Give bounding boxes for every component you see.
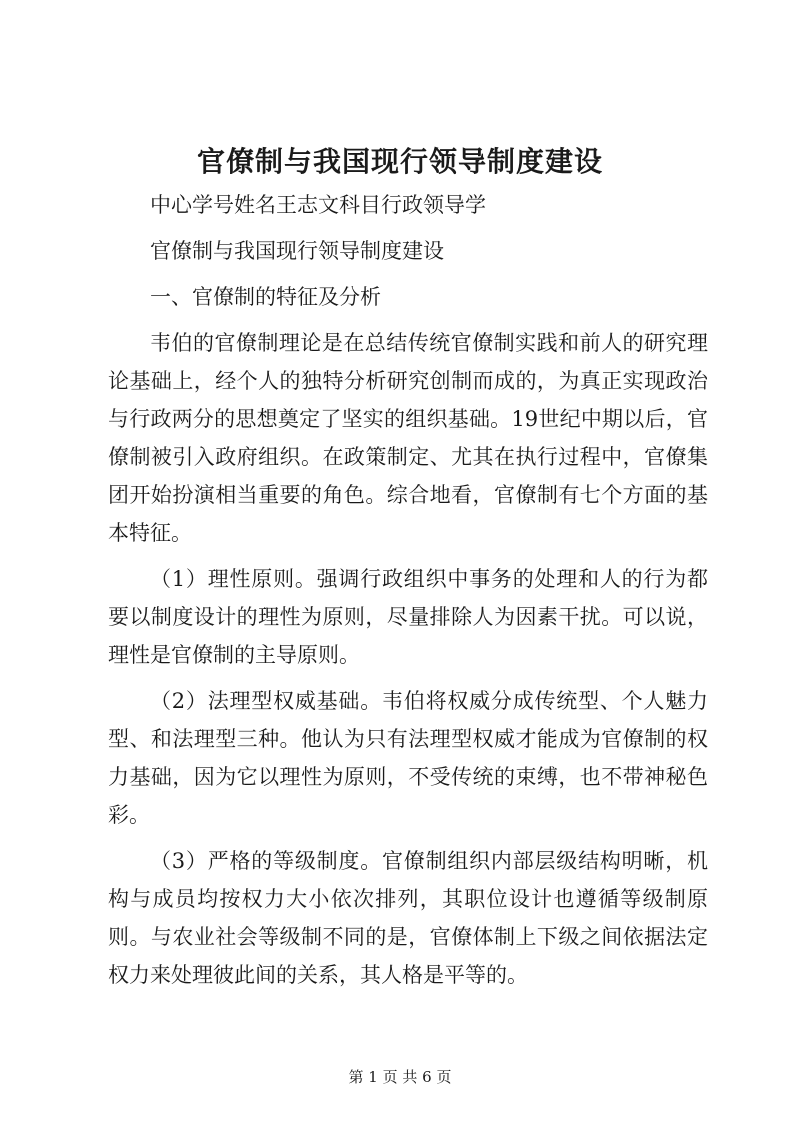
paragraph-intro: 韦伯的官僚制理论是在总结传统官僚制实践和前人的研究理论基础上，经个人的独特分析研究创制而成的，为真正实现政治与行政两分的思想奠定了坚实的组织基础。19世纪中期以后，官僚制被引入政府组织。在政策制定、尤其在执行过程中，官僚集团开始扮演相当重要的角色。综合地看，官僚制有七个方面的基本特征。: [108, 331, 708, 545]
page-footer: 第 1 页 共 6 页: [348, 1068, 452, 1086]
paragraph-point-2: （2）法理型权威基础。韦伯将权威分成传统型、个人魅力型、和法理型三种。他认为只有法理型权威才能成为官僚制的权力基础，因为它以理性为原则，不受传统的束缚，也不带神秘色彩。: [108, 689, 708, 827]
document-title: 官僚制与我国现行领导制度建设: [196, 145, 603, 178]
section-heading: 一、官僚制的特征及分析: [150, 285, 381, 309]
document-body: [108, 186, 708, 1002]
paragraph-subtitle: 官僚制与我国现行领导制度建设: [150, 239, 444, 263]
paragraph-student-info: 中心学号姓名王志文科目行政领导学: [150, 193, 486, 217]
paragraph-point-3: （3）严格的等级制度。官僚制组织内部层级结构明晰，机构与成员均按权力大小依次排列，其职位设计也遵循等级制原则。与农业社会等级制不同的是，官僚体制上下级之间依据法定权力来处理彼此间的关系，其人格是平等的。: [108, 849, 708, 987]
paragraph-point-1: （1）理性原则。强调行政组织中事务的处理和人的行为都要以制度设计的理性为原则，尽量排除人为因素干扰。可以说，理性是官僚制的主导原则。: [108, 567, 708, 667]
